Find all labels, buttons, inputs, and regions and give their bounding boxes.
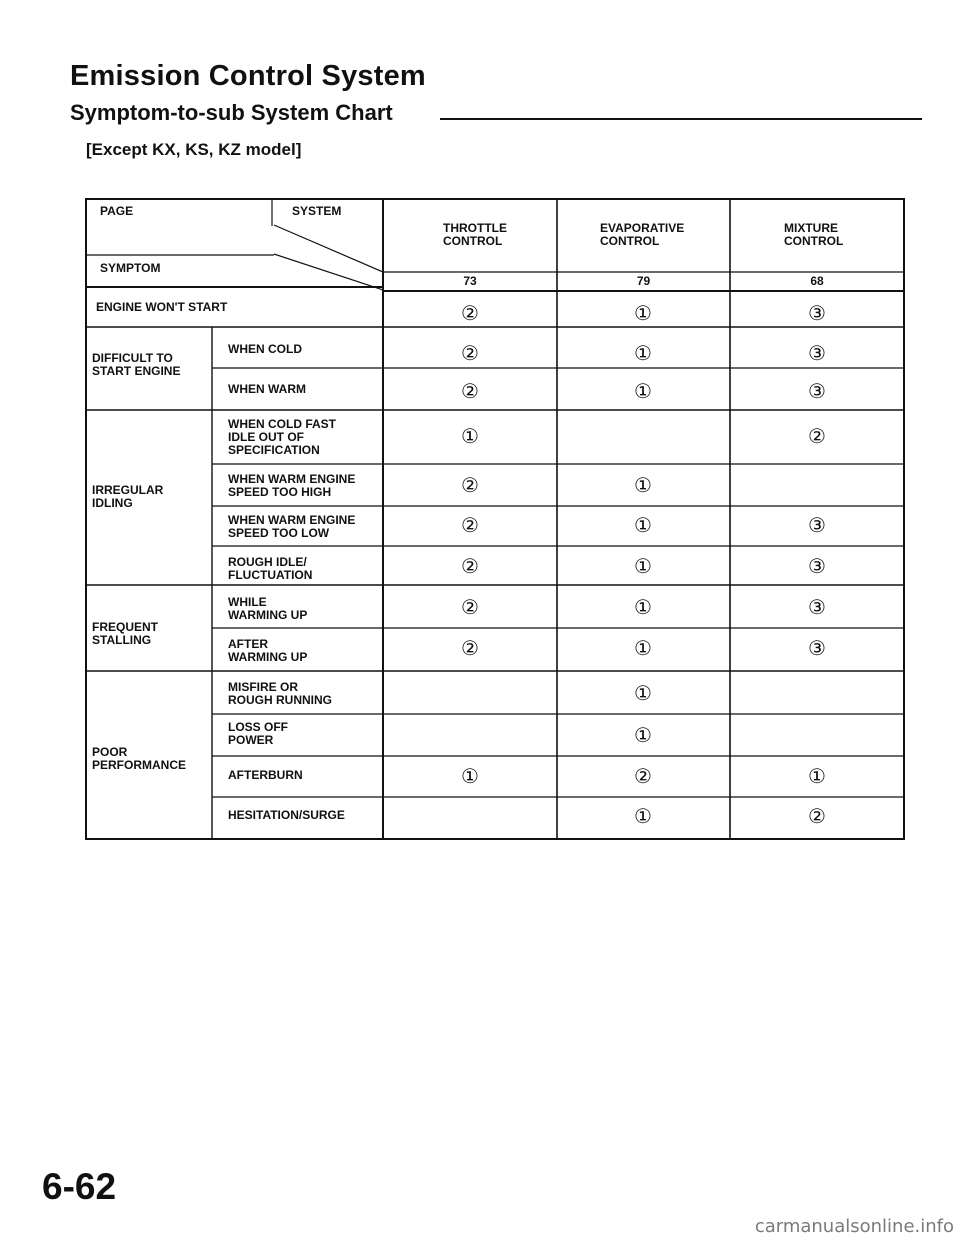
mark-mixture: ② xyxy=(808,806,826,828)
symptom-speed-too-high: WHEN WARM ENGINE SPEED TOO HIGH xyxy=(228,472,356,499)
column-header-mixture-control: MIXTURE CONTROL xyxy=(784,221,844,248)
mark-mixture: ③ xyxy=(808,515,826,537)
mark-mixture: ① xyxy=(808,766,826,788)
page-label: PAGE xyxy=(100,204,134,218)
mark-evaporative: ① xyxy=(634,806,652,828)
mark-mixture: ③ xyxy=(808,381,826,403)
mark-throttle: ② xyxy=(461,638,479,660)
group-label-poor-performance: POOR PERFORMANCE xyxy=(92,745,187,772)
footer-watermark: carmanualsonline.info xyxy=(754,1216,954,1237)
page-title: Emission Control System xyxy=(70,60,426,92)
column-header-throttle-control: THROTTLE CONTROL xyxy=(443,221,507,248)
mark-evaporative: ① xyxy=(634,556,652,578)
system-label: SYSTEM xyxy=(292,204,342,218)
symptom-misfire: MISFIRE OR ROUGH RUNNING xyxy=(228,680,332,707)
page-ref-evaporative: 79 xyxy=(636,274,651,288)
page-number: 6-62 xyxy=(42,1166,117,1207)
symptom-loss-of-power: LOSS OFF POWER xyxy=(228,720,288,747)
column-header-evaporative-control: EVAPORATIVE CONTROL xyxy=(600,221,685,248)
mark-throttle: ② xyxy=(461,475,479,497)
mark-mixture: ③ xyxy=(808,343,826,365)
mark-evaporative: ① xyxy=(634,638,652,660)
mark-evaporative: ② xyxy=(634,766,652,788)
mark-evaporative: ① xyxy=(634,381,652,403)
mark-throttle: ① xyxy=(461,766,479,788)
mark-evaporative: ① xyxy=(634,515,652,537)
symptom-after-warming-up: AFTER WARMING UP xyxy=(228,637,308,664)
symptom-speed-too-low: WHEN WARM ENGINE SPEED TOO LOW xyxy=(228,513,356,540)
mark-throttle: ② xyxy=(461,515,479,537)
symptom-afterburn: AFTERBURN xyxy=(228,768,303,782)
mark-throttle: ① xyxy=(461,426,479,448)
page-ref-mixture: 68 xyxy=(810,274,824,288)
symptom-when-cold: WHEN COLD xyxy=(228,342,302,356)
mark-throttle: ② xyxy=(461,597,479,619)
mark-throttle: ② xyxy=(461,556,479,578)
model-note: [Except KX, KS, KZ model] xyxy=(86,140,302,159)
mark-evaporative: ① xyxy=(634,683,652,705)
mark-evaporative: ① xyxy=(634,475,652,497)
symptom-cold-fast-idle: WHEN COLD FAST IDLE OUT OF SPECIFICATION xyxy=(228,417,336,457)
mark-throttle: ② xyxy=(461,303,479,325)
mark-throttle: ② xyxy=(461,381,479,403)
mark-evaporative: ① xyxy=(634,303,652,325)
mark-mixture: ③ xyxy=(808,556,826,578)
symptom-label: SYMPTOM xyxy=(100,261,161,275)
mark-mixture: ② xyxy=(808,426,826,448)
symptom-hesitation-surge: HESITATION/SURGE xyxy=(228,808,345,822)
mark-mixture: ③ xyxy=(808,303,826,325)
mark-mixture: ③ xyxy=(808,597,826,619)
mark-evaporative: ① xyxy=(634,597,652,619)
mark-mixture: ③ xyxy=(808,638,826,660)
symptom-while-warming-up: WHILE WARMING UP xyxy=(228,595,308,622)
group-label-frequent-stalling: FREQUENT STALLING xyxy=(92,620,158,647)
chart-subtitle: Symptom-to-sub System Chart xyxy=(70,100,393,125)
symptom-rough-idle: ROUGH IDLE/ FLUCTUATION xyxy=(228,555,313,582)
group-label-difficult-to-start: DIFFICULT TO START ENGINE xyxy=(92,351,181,378)
symptom-when-warm: WHEN WARM xyxy=(228,382,306,396)
page-ref-throttle: 73 xyxy=(463,274,477,288)
symptom-engine-wont-start: ENGINE WON'T START xyxy=(96,300,228,314)
mark-evaporative: ① xyxy=(634,725,652,747)
mark-throttle: ② xyxy=(461,343,479,365)
group-label-irregular-idling: IRREGULAR IDLING xyxy=(92,483,164,510)
mark-evaporative: ① xyxy=(634,343,652,365)
